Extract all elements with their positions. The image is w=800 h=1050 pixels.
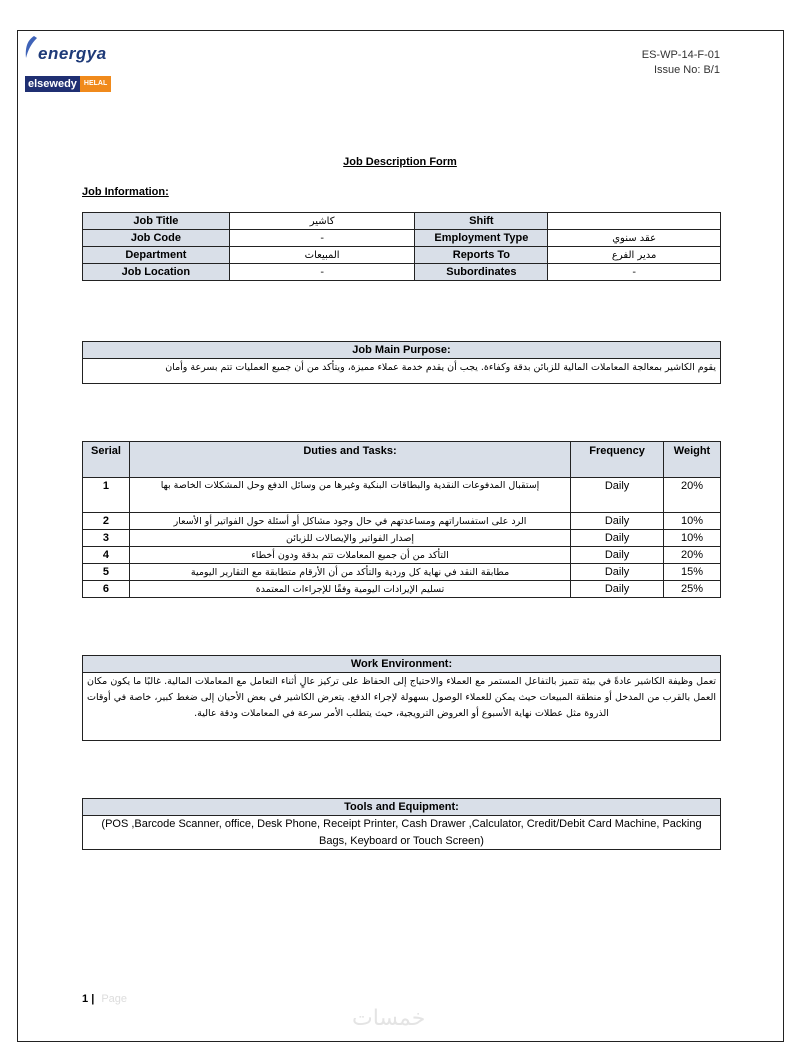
watermark: خمسات — [352, 1006, 426, 1031]
duty-task: إصدار الفواتير والإيصالات للزبائن — [129, 530, 570, 547]
document-code-block — [642, 48, 720, 78]
duty-task: التأكد من أن جميع المعاملات تتم بدقة ودون أخطاء — [129, 547, 570, 564]
footer-separator: | — [91, 993, 95, 1005]
page-footer — [82, 993, 127, 1005]
work-environment-text: تعمل وظيفة الكاشير عادةً في بيئة تتميز بالتفاعل المستمر مع العملاء والاحتياج إلى الحفاظ على تركيز عالٍ أثناء التعامل مع المعاملات المالية. غالبًا ما يكون مكان العمل بالقرب من المدخل أو منطقة المبيعات حيث يمكن للعملاء الوصول بسهولة لإجراء الدفع. يتعرض الكاشير في بعض الأحيان إلى ضغط كبير، خاصة في أوقات الذروة مثل عطلات نهاية الأسبوع أو العروض الترويجية، حيث يتطلب الأمر سرعة في المعاملات ودقة عالية. — [87, 676, 716, 719]
duty-task: الرد على استفساراتهم ومساعدتهم في حال وجود مشاكل أو أسئلة حول الفواتير أو الأسعار — [129, 513, 570, 530]
tools-text: (POS ,Barcode Scanner, office, Desk Phone, Receipt Printer, Cash Drawer ,Calculator, Credit/Debit Card Machine, Packing Bags, Keyboard or Touch Screen) — [101, 818, 702, 847]
elsewedy-text: elsewedy — [25, 76, 80, 92]
duty-serial: 5 — [83, 564, 130, 581]
info-value: - — [548, 264, 721, 281]
info-value: المبيعات — [229, 247, 415, 264]
brand-name: energya — [38, 44, 107, 63]
info-label: Shift — [415, 213, 548, 230]
info-value: - — [229, 264, 415, 281]
duty-frequency: Daily — [571, 581, 664, 598]
info-label: Job Code — [83, 230, 230, 247]
purpose-text: يقوم الكاشير بمعالجة المعاملات المالية للزبائن بدقة وكفاءة. يجب أن يقدم خدمة عملاء مميزة، ويتأكد من أن جميع العمليات تتم بسرعة وأمان — [165, 362, 716, 373]
info-row — [83, 247, 721, 264]
tools-equipment-box — [82, 798, 721, 850]
info-value — [548, 213, 721, 230]
duty-frequency: Daily — [571, 530, 664, 547]
duties-header-row — [83, 442, 721, 478]
duty-row — [83, 547, 721, 564]
swoosh-icon — [24, 36, 38, 60]
purpose-heading: Job Main Purpose: — [83, 342, 720, 359]
info-row — [83, 264, 721, 281]
work-environment-heading: Work Environment: — [83, 656, 720, 673]
duty-serial: 3 — [83, 530, 130, 547]
duty-frequency: Daily — [571, 564, 664, 581]
info-label: Reports To — [415, 247, 548, 264]
work-environment-box — [82, 655, 721, 741]
duty-row — [83, 530, 721, 547]
energya-logo — [24, 36, 134, 66]
duty-frequency: Daily — [571, 547, 664, 564]
frequency-header: Frequency — [571, 442, 664, 478]
task-header: Duties and Tasks: — [129, 442, 570, 478]
duty-row — [83, 581, 721, 598]
duty-serial: 4 — [83, 547, 130, 564]
duty-task: تسليم الإيرادات اليومية وفقًا للإجراءات المعتمدة — [129, 581, 570, 598]
issue-number: Issue No: B/1 — [653, 64, 720, 76]
info-row — [83, 230, 721, 247]
info-value: كاشير — [229, 213, 415, 230]
duty-weight: 10% — [664, 530, 721, 547]
form-title: Job Description Form — [343, 156, 457, 168]
info-label: Job Location — [83, 264, 230, 281]
page-number: 1 — [82, 993, 89, 1005]
helal-text: HELAL — [80, 76, 111, 92]
duty-weight: 20% — [664, 547, 721, 564]
elsewedy-logo — [25, 76, 111, 92]
duty-row — [83, 478, 721, 513]
duty-task: مطابقة النقد في نهاية كل وردية والتأكد من أن الأرقام متطابقة مع التقارير اليومية — [129, 564, 570, 581]
doc-code: ES-WP-14-F-01 — [641, 49, 720, 61]
info-label: Department — [83, 247, 230, 264]
tools-heading: Tools and Equipment: — [83, 799, 720, 816]
duty-serial: 2 — [83, 513, 130, 530]
duty-weight: 15% — [664, 564, 721, 581]
info-label: Job Title — [83, 213, 230, 230]
duty-serial: 1 — [83, 478, 130, 513]
weight-header: Weight — [664, 442, 721, 478]
job-information-table — [82, 212, 721, 281]
duties-table — [82, 441, 721, 598]
duty-frequency: Daily — [571, 478, 664, 513]
info-row — [83, 213, 721, 230]
info-label: Subordinates — [415, 264, 548, 281]
job-main-purpose-box — [82, 341, 721, 384]
duty-frequency: Daily — [571, 513, 664, 530]
duty-serial: 6 — [83, 581, 130, 598]
info-value: مدير الفرع — [548, 247, 721, 264]
duty-task: إستقبال المدفوعات النقدية والبطاقات البنكية وغيرها من وسائل الدفع وحل المشكلات الخاصة بها — [129, 478, 570, 513]
duty-row — [83, 564, 721, 581]
info-label: Employment Type — [415, 230, 548, 247]
duty-weight: 10% — [664, 513, 721, 530]
info-value: - — [229, 230, 415, 247]
job-information-heading: Job Information: — [82, 186, 169, 198]
duty-row — [83, 513, 721, 530]
page-label: Page — [101, 993, 128, 1005]
info-value: عقد سنوي — [548, 230, 721, 247]
duty-weight: 20% — [664, 478, 721, 513]
serial-header: Serial — [83, 442, 130, 478]
duty-weight: 25% — [664, 581, 721, 598]
